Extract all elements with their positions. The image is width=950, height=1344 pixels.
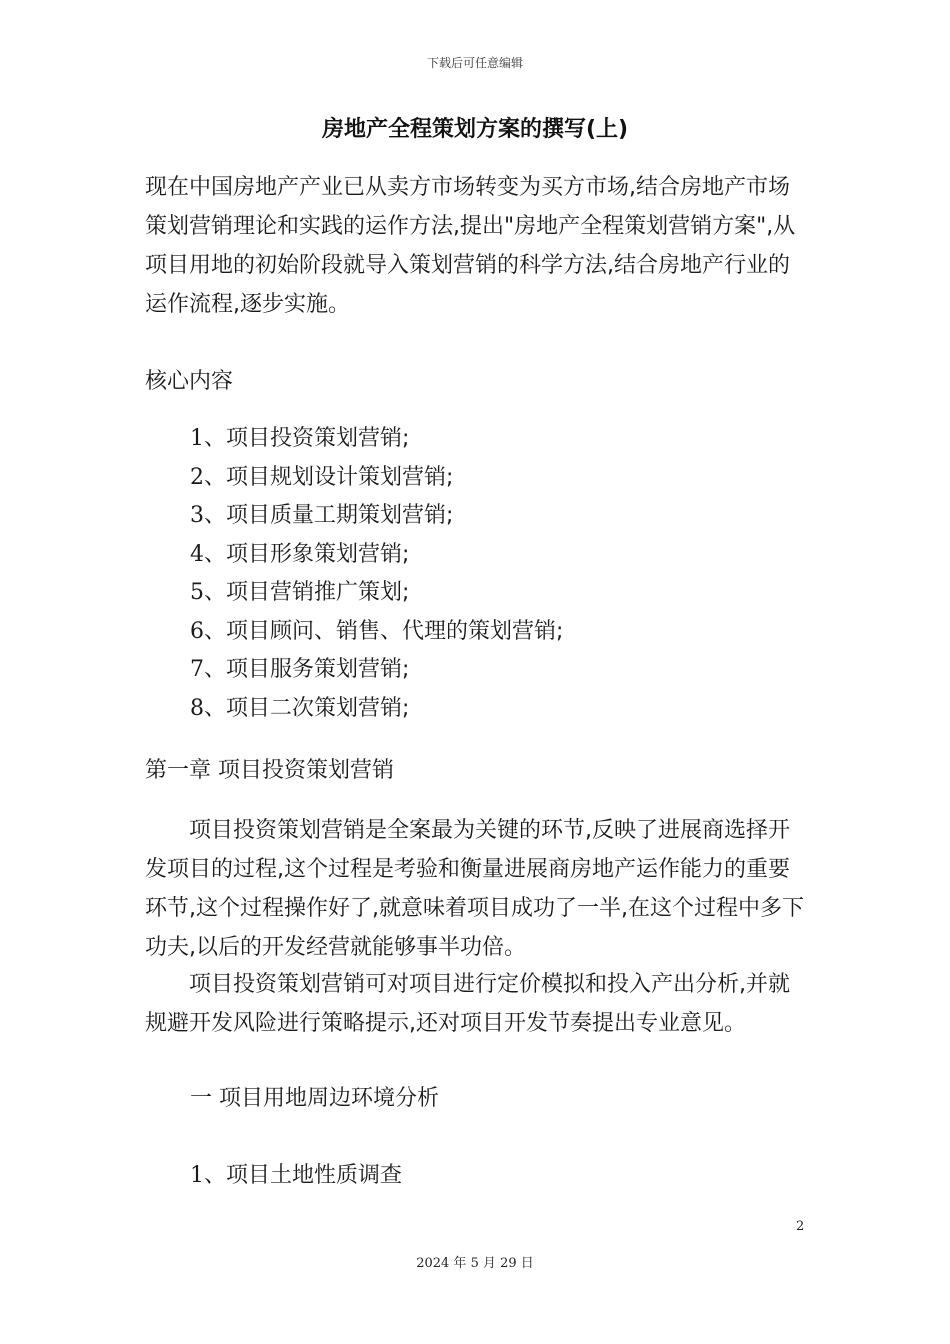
list-item-text: 、项目服务策划营销;: [204, 657, 410, 682]
list-item-number: 7: [190, 657, 204, 682]
intro-paragraph: 现在中国房地产产业已从卖方市场转变为买方市场,结合房地产市场策划营销理论和实践的运作方法,提出"房地产全程策划营销方案",从项目用地的初始阶段就导入策划营销的科学方法,结合房地产行业的运作流程,逐步实施。: [145, 175, 796, 317]
list-item: [190, 574, 563, 613]
list-item-text: 、项目二次策划营销;: [204, 695, 410, 721]
chapter-paragraph-2: 项目投资策划营销可对项目进行定价模拟和投入产出分析,并就规避开发风险进行策略提示,还对项目开发节奏提出专业意见。: [145, 972, 790, 1036]
list-item: [190, 690, 563, 729]
chapter-paragraph-1: 项目投资策划营销是全案最为关键的环节,反映了进展商选择开发项目的过程,这个过程是考验和衡量进展商房地产运作能力的重要环节,这个过程操作好了,就意味着项目成功了一半,在这个过程中多下功夫,以后的开发经营就能够事半功倍。: [145, 818, 804, 960]
core-content-heading: 核心内容: [145, 369, 234, 394]
list-item-text: 、项目质量工期策划营销;: [204, 503, 454, 528]
list-item-text: 、项目营销推广策划;: [204, 580, 410, 605]
list-item-text: 、项目规划设计策划营销;: [204, 464, 454, 490]
page-number: 2: [796, 1219, 805, 1234]
list-item-number: 8: [190, 695, 204, 721]
list-item-text: 、项目顾问、销售、代理的策划营销;: [204, 618, 564, 644]
list-item-number: 3: [190, 503, 204, 528]
chapter-heading: 第一章 项目投资策划营销: [145, 758, 394, 783]
list-item: [190, 536, 563, 575]
footer-date: 2024 年 5 月 29 日: [416, 1256, 534, 1271]
list-item-number: 4: [190, 541, 204, 567]
section-subsubheading: [190, 1156, 790, 1195]
document-title: 房地产全程策划方案的撰写(上): [321, 117, 629, 142]
core-content-list: [190, 420, 563, 728]
list-item-number: 5: [190, 580, 204, 605]
list-item: [190, 651, 563, 690]
list-item: [190, 613, 563, 652]
page-header: 下载后可任意编辑: [426, 56, 523, 70]
list-item: [190, 459, 563, 498]
section-subheading: 一 项目用地周边环境分析: [190, 1086, 439, 1111]
list-item: [190, 420, 563, 459]
subsubheading-text: 、项目土地性质调查: [204, 1163, 403, 1188]
list-item-text: 、项目形象策划营销;: [204, 541, 410, 567]
list-item-number: 1: [190, 426, 204, 451]
list-item: [190, 497, 563, 536]
list-item-number: 2: [190, 464, 204, 490]
list-item-text: 、项目投资策划营销;: [204, 426, 410, 451]
subsubheading-number: 1: [190, 1163, 204, 1188]
list-item-number: 6: [190, 618, 204, 644]
